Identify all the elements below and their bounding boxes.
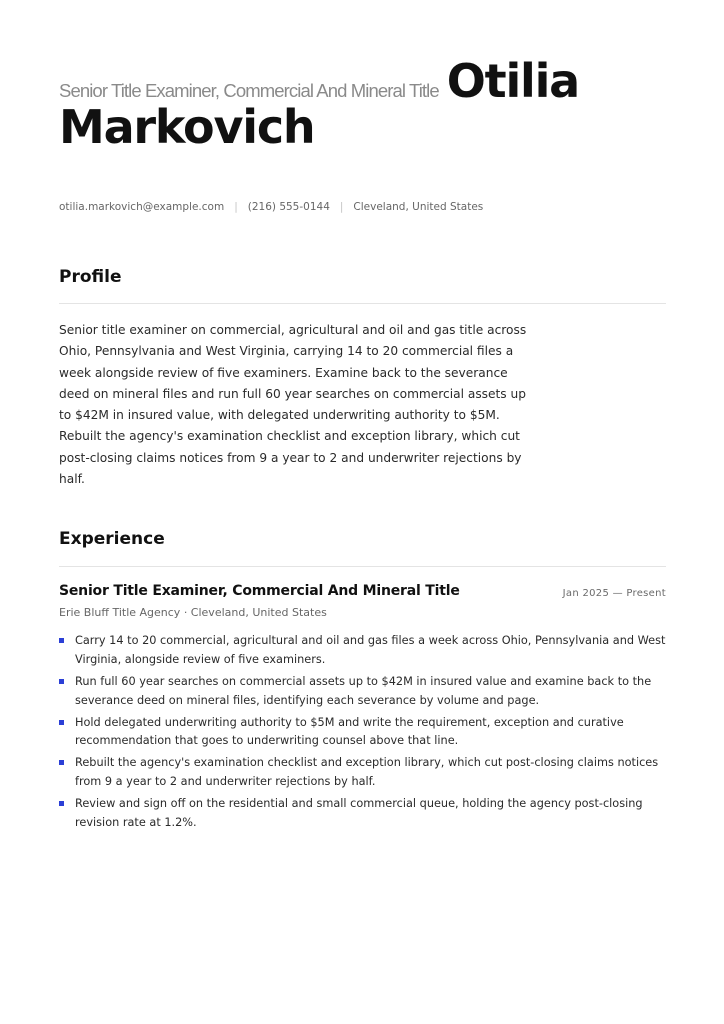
- bullet-square-icon: [59, 720, 64, 725]
- bullet-square-icon: [59, 638, 64, 643]
- contact-separator: |: [339, 201, 344, 213]
- experience-heading: Experience: [59, 529, 165, 549]
- last-name: Markovich: [59, 100, 315, 154]
- job-date: Jan 2025 — Present: [562, 588, 666, 599]
- job-bullet-list: [59, 632, 669, 836]
- contact-email[interactable]: otilia.markovich@example.com: [59, 201, 225, 213]
- job-bullet-text: Hold delegated underwriting authority to $5M and write the requirement, exception and curative recommendation that goes to underwriting counsel above that line.: [75, 715, 624, 748]
- job-bullet: [59, 673, 669, 711]
- contact-line: [59, 201, 483, 213]
- profile-heading: Profile: [59, 267, 122, 287]
- job-bullet-text: Run full 60 year searches on commercial assets up to $42M in insured value and examine back to the severance deed on mineral files, identifying each severance by volume and page.: [75, 674, 652, 707]
- job-bullet: [59, 795, 669, 833]
- contact-separator: |: [234, 201, 238, 213]
- job-bullet: [59, 632, 669, 670]
- resume-header: [59, 54, 669, 154]
- bullet-square-icon: [59, 679, 64, 684]
- job-bullet-text: Review and sign off on the residential and small commercial queue, holding the agency post-closing revision rate at 1.2%.: [75, 797, 643, 829]
- profile-divider: [59, 303, 666, 304]
- contact-phone[interactable]: (216) 555-0144: [247, 201, 330, 213]
- bullet-square-icon: [59, 760, 64, 765]
- job-title: Senior Title Examiner, Commercial And Mineral Title: [59, 583, 460, 599]
- job-subtitle: Senior Title Examiner, Commercial And Mineral Title: [59, 80, 439, 101]
- contact-location: Cleveland, United States: [353, 201, 484, 213]
- first-name: Otilia: [446, 54, 580, 108]
- profile-text: Senior title examiner on commercial, agricultural and oil and gas title across Ohio, Pennsylvania and West Virginia, carrying 14 to 20 commercial files a week alongside review of five examiners. Examine back to the severance deed on mineral files and run full 60 year searches on commercial assets up to $42M in insured value, with delegated underwriting authority to $5M. Rebuilt the agency's examination checklist and exception library, which cut post-closing claims notices from 9 a year to 2 and underwriter rejections by half.: [59, 323, 527, 487]
- bullet-square-icon: [59, 801, 64, 806]
- title-line: [59, 54, 669, 108]
- job-bullet: [59, 754, 669, 792]
- job-bullet-text: Carry 14 to 20 commercial, agricultural and oil and gas files a week across Ohio, Pennsylvania and West Virginia, alongside review of five examiners.: [75, 634, 666, 666]
- experience-divider: [59, 566, 666, 567]
- job-bullet-text: Rebuilt the agency's examination checklist and exception library, which cut post-closing claims notices from 9 a year to 2 and underwriter rejections by half.: [75, 756, 659, 789]
- job-company: Erie Bluff Title Agency · Cleveland, United States: [59, 606, 327, 619]
- job-bullet: [59, 714, 669, 752]
